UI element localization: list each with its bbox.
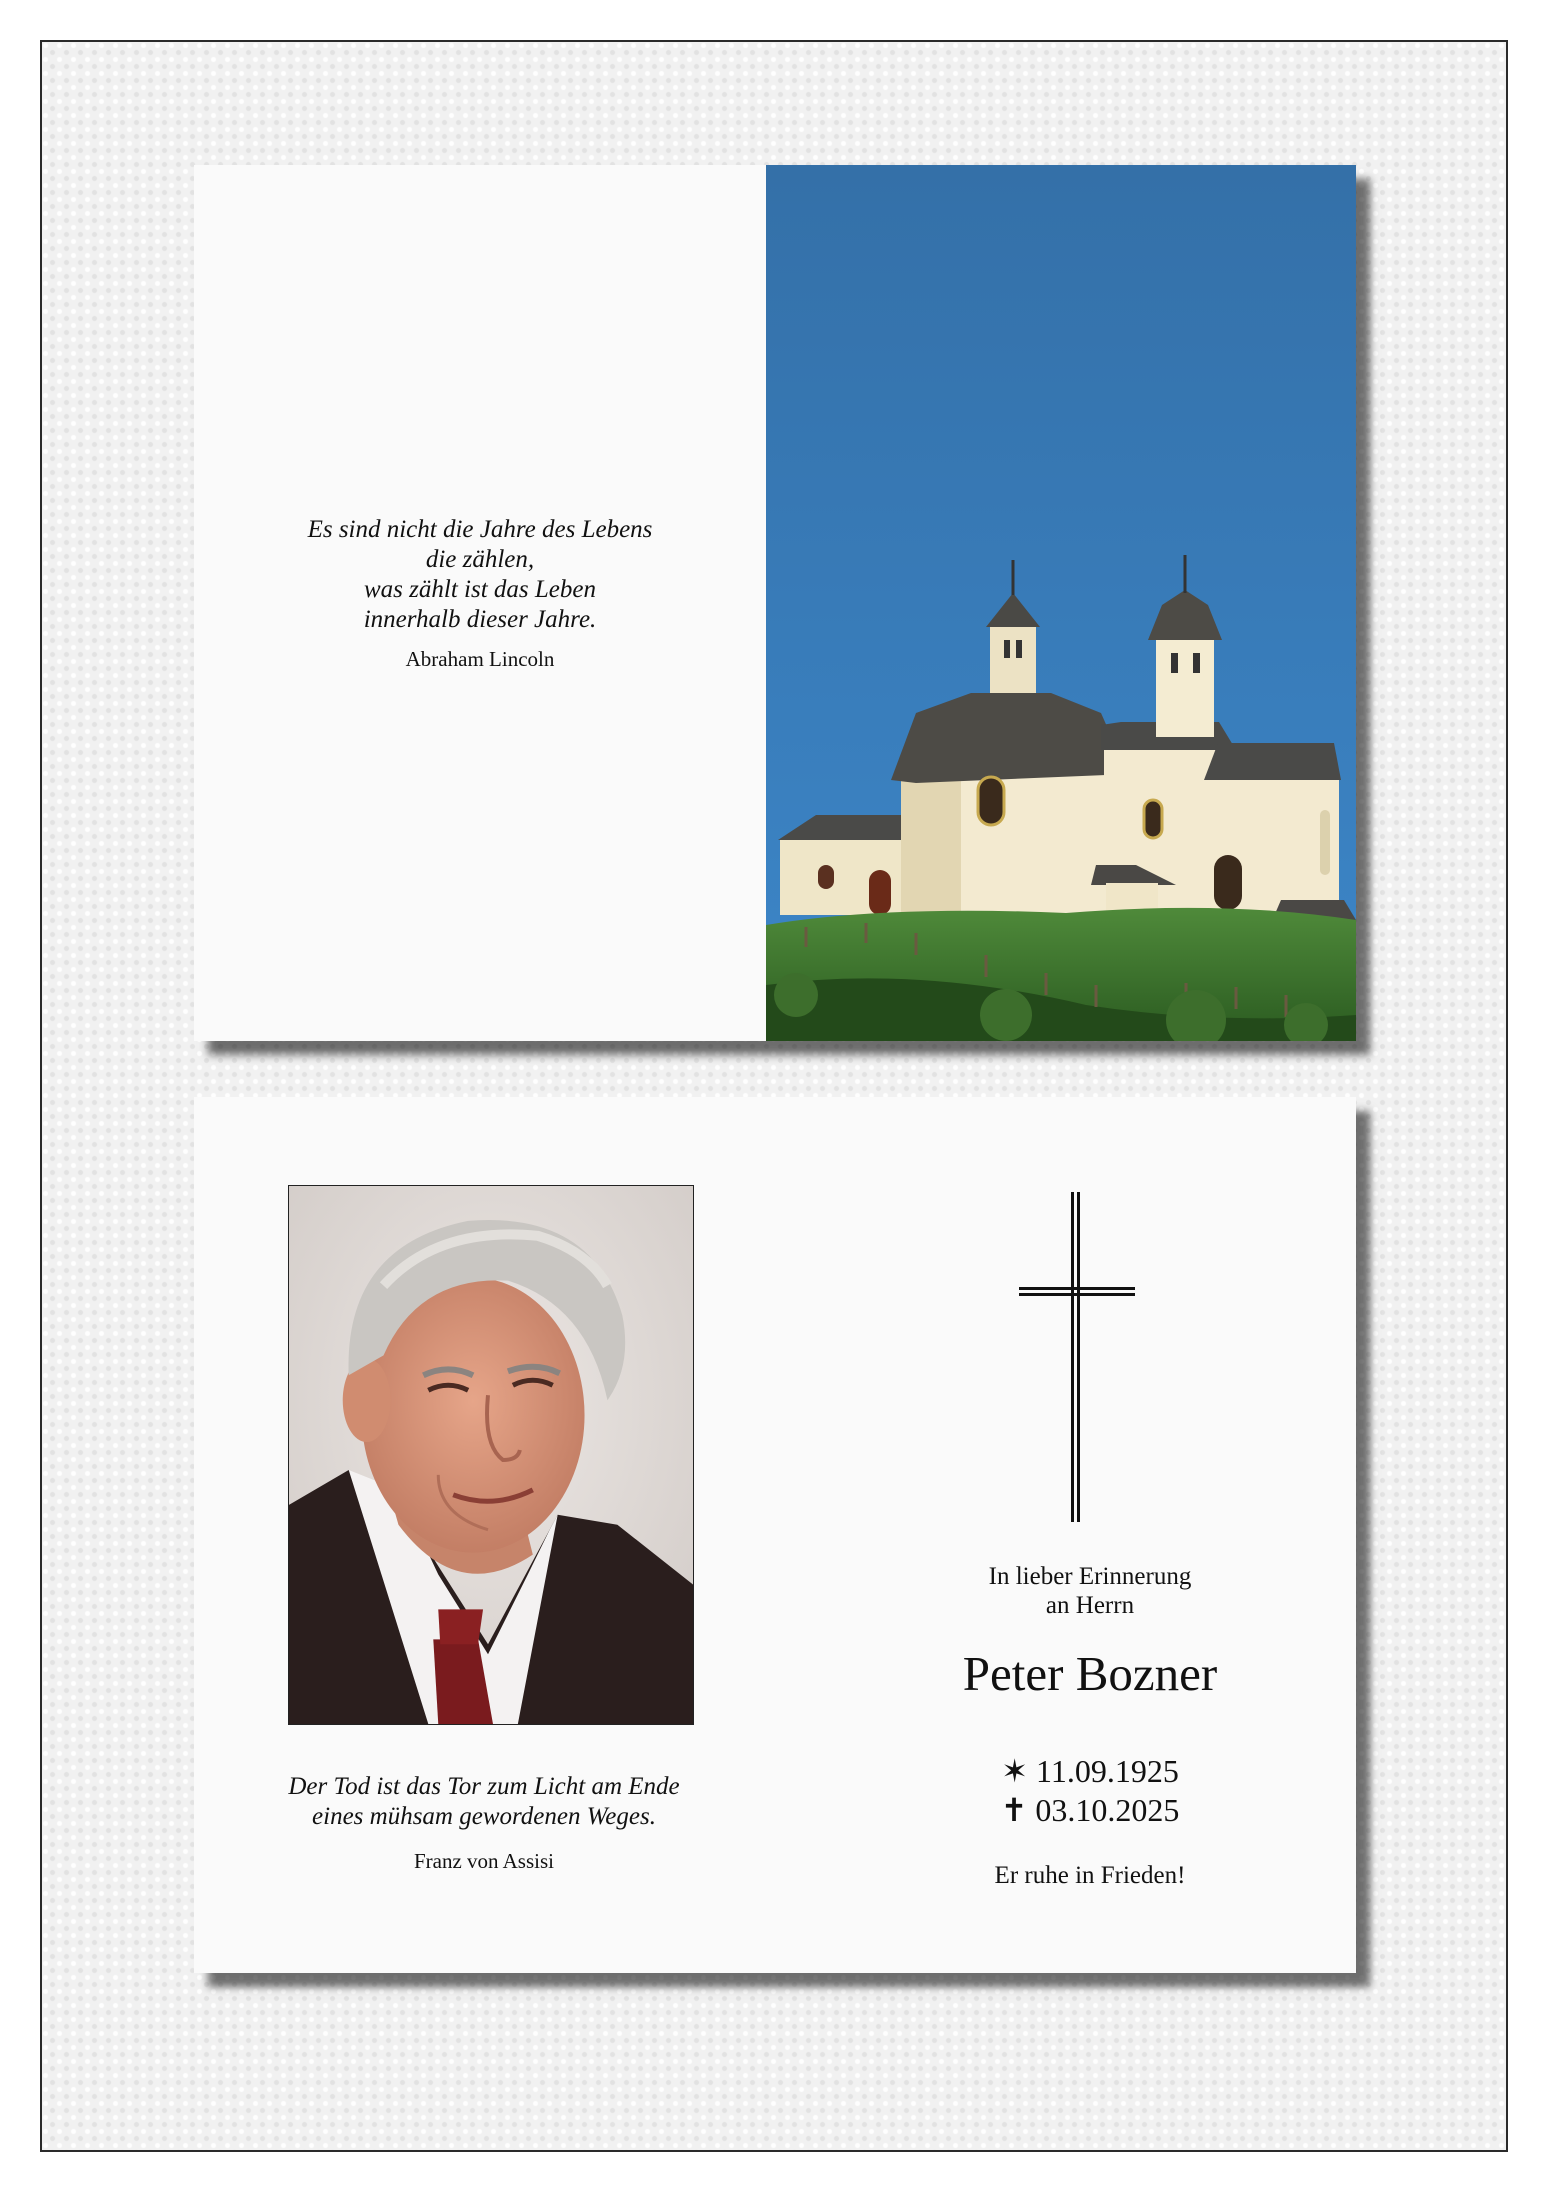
- card-front: [194, 165, 1356, 1041]
- birth-star-icon: ✶: [1001, 1753, 1028, 1789]
- quote-line: Es sind nicht die Jahre des Lebens: [307, 516, 653, 543]
- card-inside: [194, 1097, 1356, 1973]
- quote-author: Franz von Assisi: [413, 1849, 554, 1873]
- quote-line: was zählt ist das Leben: [364, 576, 596, 603]
- quote-line: innerhalb dieser Jahre.: [363, 606, 597, 633]
- portrait-photo: [288, 1185, 694, 1725]
- birth-date: 11.09.1925: [1036, 1753, 1179, 1789]
- lincoln-quote: [194, 515, 766, 635]
- deceased-name: Peter Bozner: [962, 1646, 1218, 1701]
- death-line: [824, 1791, 1356, 1830]
- closing-text: Er ruhe in Frieden!: [994, 1862, 1186, 1889]
- assisi-quote: [234, 1772, 734, 1832]
- birth-line: [824, 1752, 1356, 1791]
- quote-author: Abraham Lincoln: [405, 647, 555, 671]
- quote-line: Der Tod ist das Tor zum Licht am Ende: [288, 1773, 680, 1800]
- memory-heading: [824, 1562, 1356, 1620]
- memory-line: an Herrn: [1045, 1592, 1135, 1619]
- life-dates: [824, 1752, 1356, 1830]
- death-cross-icon: ✝: [1000, 1792, 1028, 1828]
- quote-line: die zählen,: [425, 546, 535, 573]
- cross-icon: [1019, 1192, 1135, 1522]
- death-date: 03.10.2025: [1035, 1792, 1180, 1828]
- quote-line: eines mühsam gewordenen Weges.: [312, 1803, 656, 1830]
- memory-line: In lieber Erinnerung: [988, 1563, 1192, 1590]
- chapel-photo: [766, 165, 1356, 1041]
